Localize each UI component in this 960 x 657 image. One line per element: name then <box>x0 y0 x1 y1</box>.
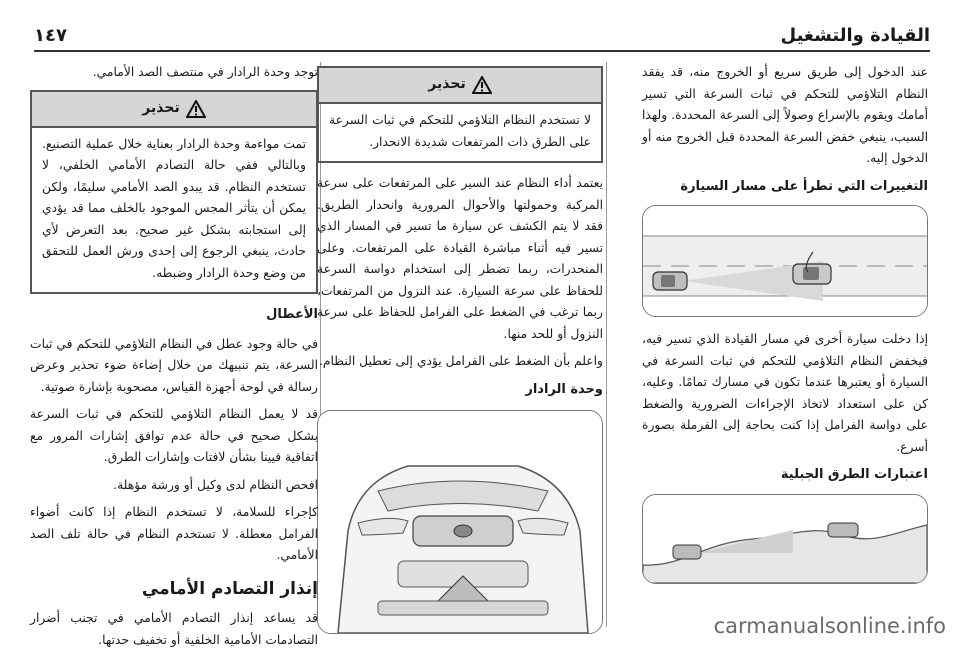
column-divider <box>606 62 607 627</box>
subheading-hill-roads: اعتبارات الطرق الجبلية <box>780 467 928 482</box>
page-header <box>34 20 930 52</box>
paragraph: في حالة وجود عطل في النظام التلاؤمي للتحكم في ثبات السرعة، يتم تنبيهك من خلال إضاءة ضوء تحذير وعرض رسالة في لوحة أجهزة القياس، مصحوبة بإشارة صوتية. <box>30 336 318 394</box>
paragraph: توجد وحدة الرادار في منتصف الصد الأمامي. <box>92 65 318 79</box>
warning-body: لا تستخدم النظام التلاؤمي للتحكم في ثبات السرعة على الطرق ذات المرتفعات شديدة الانحدار. <box>329 113 591 149</box>
paragraph: إذا دخلت سيارة أخرى في مسار القيادة الذي تسير فيه، فيخفض النظام التلاؤمي للتحكم في ثبات السرعة في السيارة أو يعتبرها عندما تكون في مسارك تمامًا. وعليه، كن على استعداد لاتخاذ الإجراءات الضرورية والضغط على دواسة الفرامل إذا كنت بحاجة إلى الفرملة بصورة أسرع. <box>642 332 928 454</box>
paragraph: عند الدخول إلى طريق سريع أو الخروج منه، قد يفقد النظام التلاؤمي للتحكم في ثبات السرعة التي تسير أمامك ويقوم بالإسراع وصولاً إلى السرعة المحددة. ولهذا السبب، ينبغي خفض السرعة المحددة قبل الخروج منه أو الدخول إليه. <box>642 65 928 165</box>
column-right <box>642 62 928 584</box>
subheading-faults: الأعطال <box>266 307 318 322</box>
paragraph: كإجراء للسلامة، لا تستخدم النظام إذا كانت أضواء الفرامل معطلة. لا تستخدم النظام في حالة تلف الصد الأمامي. <box>30 505 318 562</box>
column-middle <box>317 62 603 634</box>
warning-box <box>317 66 603 163</box>
subheading-radar-unit: وحدة الرادار <box>525 381 603 397</box>
paragraph: قد يساعد إنذار التصادم الأمامي في تجنب أضرار التصادمات الأمامية الخلفية أو تخفيف حدتها. <box>30 611 318 647</box>
paragraph: يعتمد أداء النظام عند السير على المرتفعات على سرعة المركبة وحمولتها والأحوال المرورية وانحدار الطريق. فقد لا يتم الكشف عن سيارة ما تسير في المسار الذي تسير فيه أثناء مباشرة القيادة على المرتفعات. وعلى المنحدرات، ربما تضطر إلى استخدام دواسة السرعة للحفاظ على سرعة السيارة. عند النزول من المرتفعات، ربما ترغب في الضغط على الفرامل للحفاظ على سرعة النزول أو للحد منها. <box>317 176 603 341</box>
watermark: carmanualsonline.info <box>713 614 946 638</box>
warning-header <box>319 68 601 104</box>
warning-triangle-icon <box>186 100 206 118</box>
page-number: ١٤٧ <box>34 24 67 46</box>
hill-road-illustration <box>642 494 928 584</box>
warning-body: تمت مواءمة وحدة الرادار بعناية خلال عملية التصنيع. وبالتالي ففي حالة التصادم الأمامي الخلفي، لا تستخدم النظام. قد يبدو الصد الأمامي سليمًا، ولكن يمكن أن يتأثر المجس الموجود بالخلف مما قد يؤدي إلى استجابته بشكل غير صحيح. بعد التعرض لأي حادث، ينبغي الرجوع إلى إحدى ورش العمل للتحقق من وضع وحدة الرادار وضبطه. <box>42 136 306 280</box>
warning-box <box>30 90 318 295</box>
subheading-lane-changes: التغييرات التي تطرأ على مسار السيارة <box>680 178 928 194</box>
lane-change-illustration <box>642 205 928 317</box>
warning-title: تحذير <box>142 99 180 116</box>
warning-header <box>32 92 316 128</box>
warning-title: تحذير <box>428 76 466 93</box>
paragraph: واعلم بأن الضغط على الفرامل يؤدي إلى تعطيل النظام. <box>319 354 603 368</box>
section-title: القيادة والتشغيل <box>780 24 930 46</box>
warning-triangle-icon <box>472 76 492 94</box>
column-left <box>30 62 318 657</box>
paragraph: قد لا يعمل النظام التلاؤمي للتحكم في ثبات السرعة بشكل صحيح في حالة عدم توافق إشارات المرور مع اتفاقية فيينا بشأن لافتات وإشارات الطرق. <box>30 407 318 464</box>
paragraph: افحص النظام لدى وكيل أو ورشة مؤهلة. <box>113 477 318 492</box>
radar-unit-illustration <box>317 410 603 634</box>
heading-forward-collision-alert: إنذار التصادم الأمامي <box>141 578 318 599</box>
